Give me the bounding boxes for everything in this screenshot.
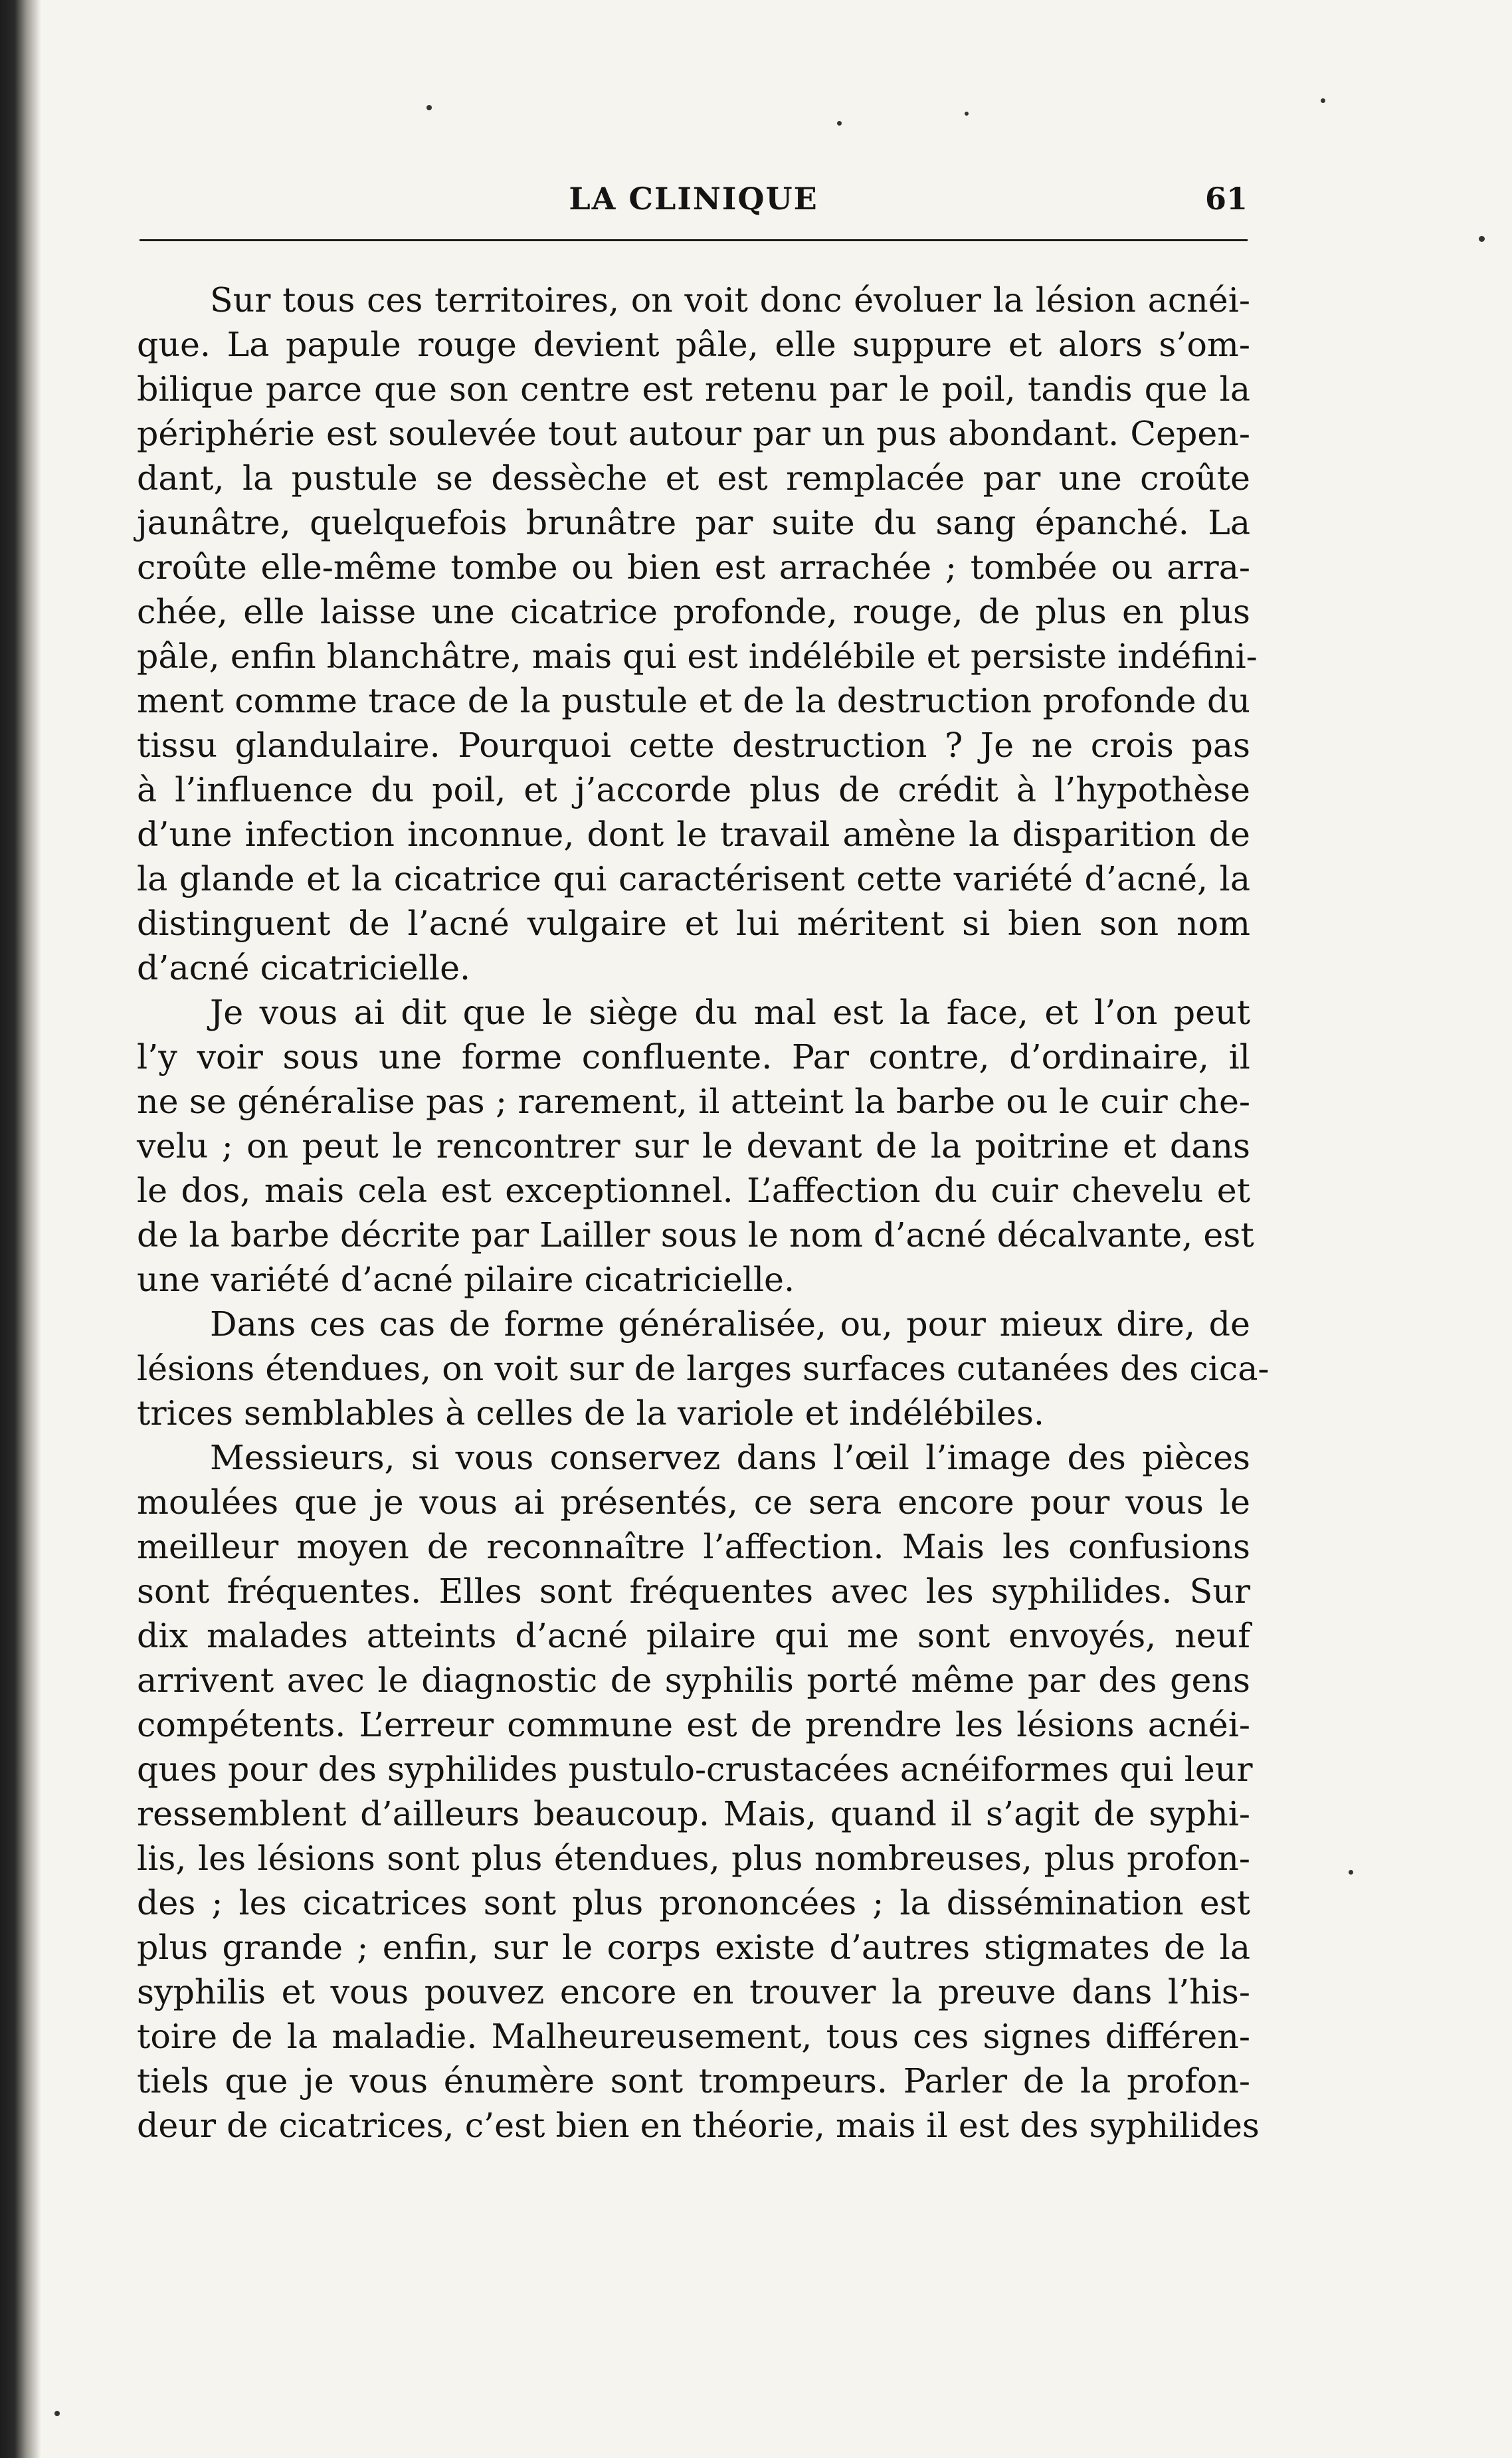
- text-line: Dans ces cas de forme généralisée, ou, pour mieux dire, de: [210, 1304, 1250, 1344]
- paper-speck: [965, 112, 969, 116]
- text-line: ressemblent d’ailleurs beaucoup. Mais, quand il s’agit de syphi-: [137, 1794, 1250, 1833]
- text-line: jaunâtre, quelquefois brunâtre par suite du sang épanché. La: [137, 503, 1250, 542]
- text-line: tissu glandulaire. Pourquoi cette destruction ? Je ne crois pas: [137, 726, 1250, 765]
- text-line: la glande et la cicatrice qui caractérisent cette variété d’acné, la: [137, 859, 1250, 898]
- text-line: lis, les lésions sont plus étendues, plus nombreuses, plus profon-: [137, 1839, 1250, 1878]
- page-header: [140, 174, 1248, 227]
- body-text: [137, 278, 1270, 2148]
- text-line: ment comme trace de la pustule et de la destruction profonde du: [137, 681, 1250, 720]
- text-line: que. La papule rouge devient pâle, elle suppure et alors s’om-: [137, 325, 1250, 364]
- text-line: toire de la maladie. Malheureusement, tous ces signes différen-: [137, 2017, 1250, 2056]
- text-line: à l’influence du poil, et j’accorde plus de crédit à l’hypothèse: [137, 770, 1250, 809]
- text-line: syphilis et vous pouvez encore en trouver la preuve dans l’his-: [137, 1972, 1250, 2011]
- text-line: croûte elle-même tombe ou bien est arrachée ; tombée ou arra-: [137, 548, 1250, 587]
- text-line: l’y voir sous une forme confluente. Par contre, d’ordinaire, il: [137, 1037, 1250, 1076]
- text-line: des ; les cicatrices sont plus prononcées ; la dissémination est: [137, 1883, 1250, 1922]
- paragraph: [137, 278, 1258, 990]
- text-line: le dos, mais cela est exceptionnel. L’affection du cuir chevelu et: [137, 1171, 1250, 1210]
- text-line: périphérie est soulevée tout autour par un pus abondant. Cepen-: [137, 414, 1250, 453]
- paper-speck: [54, 2411, 60, 2416]
- text-line: lésions étendues, on voit sur de larges surfaces cutanées des cica-: [137, 1349, 1270, 1388]
- text-line: pâle, enfin blanchâtre, mais qui est indélébile et persiste indéfini-: [137, 637, 1258, 676]
- paper-speck: [1349, 1870, 1353, 1875]
- text-line: d’une infection inconnue, dont le travail amène la disparition de: [137, 815, 1250, 854]
- paragraph: [137, 1435, 1260, 2148]
- text-line: distinguent de l’acné vulgaire et lui méritent si bien son nom: [137, 904, 1250, 943]
- binding-gutter: [0, 0, 41, 2458]
- text-line: chée, elle laisse une cicatrice profonde, rouge, de plus en plus: [137, 592, 1250, 631]
- text-line: compétents. L’erreur commune est de prendre les lésions acnéi-: [137, 1705, 1250, 1744]
- text-line: une variété d’acné pilaire cicatricielle.: [137, 1260, 795, 1299]
- paper-speck: [837, 121, 842, 126]
- paper-speck: [426, 105, 432, 110]
- text-line: ne se généralise pas ; rarement, il atteint la barbe ou le cuir che-: [137, 1082, 1250, 1121]
- header-rule: [140, 239, 1248, 241]
- text-line: meilleur moyen de reconnaître l’affection. Mais les confusions: [137, 1527, 1250, 1566]
- text-line: arrivent avec le diagnostic de syphilis porté même par des gens: [137, 1661, 1250, 1700]
- text-line: ques pour des syphilides pustulo-crustacées acnéiformes qui leur: [137, 1750, 1253, 1789]
- text-line: trices semblables à celles de la variole et indélébiles.: [137, 1393, 1044, 1433]
- text-line: moulées que je vous ai présentés, ce sera encore pour vous le: [137, 1483, 1250, 1522]
- text-line: plus grande ; enfin, sur le corps existe d’autres stigmates de la: [137, 1928, 1250, 1967]
- paragraph: [137, 990, 1254, 1302]
- running-head: LA CLINIQUE: [569, 181, 818, 217]
- text-line: sont fréquentes. Elles sont fréquentes avec les syphilides. Sur: [137, 1572, 1250, 1611]
- text-line: tiels que je vous énumère sont trompeurs. Parler de la profon-: [137, 2061, 1250, 2100]
- paragraph: [137, 1302, 1270, 1435]
- text-line: Sur tous ces territoires, on voit donc évoluer la lésion acnéi-: [210, 280, 1250, 320]
- text-line: d’acné cicatricielle.: [137, 948, 471, 987]
- paper-speck: [1479, 236, 1485, 242]
- text-line: de la barbe décrite par Lailler sous le nom d’acné décalvante, est: [137, 1215, 1254, 1255]
- text-line: bilique parce que son centre est retenu par le poil, tandis que la: [137, 369, 1250, 409]
- text-line: dix malades atteints d’acné pilaire qui me sont envoyés, neuf: [137, 1616, 1250, 1655]
- paper-speck: [1321, 98, 1325, 103]
- text-line: Je vous ai dit que le siège du mal est la face, et l’on peut: [210, 993, 1250, 1032]
- text-line: Messieurs, si vous conservez dans l’œil l’image des pièces: [210, 1438, 1250, 1477]
- text-line: deur de cicatrices, c’est bien en théorie, mais il est des syphilides: [137, 2106, 1260, 2145]
- page-number: 61: [1204, 181, 1248, 217]
- text-line: velu ; on peut le rencontrer sur le devant de la poitrine et dans: [137, 1126, 1250, 1166]
- text-line: dant, la pustule se dessèche et est remplacée par une croûte: [137, 459, 1250, 498]
